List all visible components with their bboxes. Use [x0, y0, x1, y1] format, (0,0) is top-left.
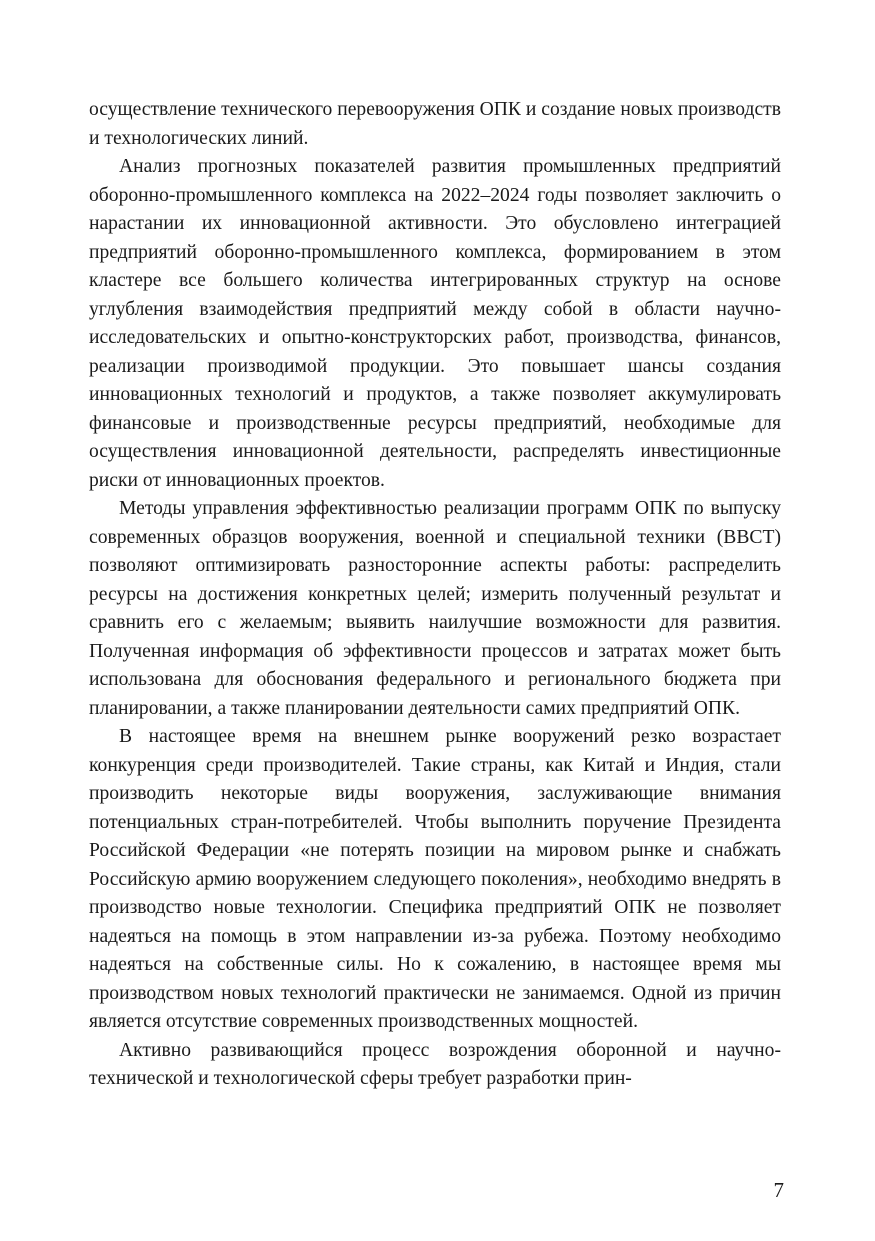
paragraph-revival-process: Активно развивающийся процесс возрождения оборонной и научно-технической и технологической сферы требует разработки прин-	[89, 1039, 781, 1089]
paragraph-foreign-market: В настоящее время на внешнем рынке вооружений резко возрастает конкуренция среди производителей. Такие страны, как Китай и Индия, стали производить некоторые виды вооружения, заслуживающие внимания потенциальных стран-потребителей. Чтобы выполнить поручение Президента Российской Федерации «не потерять позиции на мировом рынке и снабжать Российскую армию вооружением следующего поколения», необходимо внедрять в производство новые технологии. Специфика предприятий ОПК не позволяет надеяться на помощь в этом направлении из-за рубежа. Поэтому необходимо надеяться на собственные силы. Но к сожалению, в настоящее время мы производством новых технологий практически не занимаемся. Одной из причин является отсутствие современных производственных мощностей.	[89, 726, 781, 1032]
paragraph-management-methods: Методы управления эффективностью реализации программ ОПК по выпуску современных образцов вооружения, военной и специальной техники (ВВСТ) позволяют оптимизировать разносторонние аспекты работы: распределить ресурсы на достижения конкретных целей; измерить полученный результат и сравнить его с желаемым; выявить наилучшие возможности для развития. Полученная информация об эффективности процессов и затратах может быть использована для обоснования федерального и регионального бюджета при планировании, а также планировании деятельности самих предприятий ОПК.	[89, 498, 781, 719]
page-number: 7	[773, 1178, 784, 1202]
page-body	[89, 96, 781, 1094]
paragraph-innovation-analysis: Анализ прогнозных показателей развития промышленных предприятий оборонно-промышленного комплекса на 2022–2024 годы позволяет заключить о нарастании их инновационной активности. Это обусловлено интеграцией предприятий оборонно-промышленного комплекса, формированием в этом кластере все большего количества интегрированных структур на основе углубления взаимодействия предприятий между собой в области научно-исследовательских и опытно-конструкторских работ, производства, финансов, реализации производимой продукции. Это повышает шансы создания инновационных технологий и продуктов, а также позволяет аккумулировать финансовые и производственные ресурсы предприятий, необходимые для осуществления инновационной деятельности, распределять инвестиционные риски от инновационных проектов.	[89, 156, 781, 491]
paragraph-continued: осуществление технического перевооружения ОПК и создание новых производств и технологических линий.	[89, 99, 781, 149]
